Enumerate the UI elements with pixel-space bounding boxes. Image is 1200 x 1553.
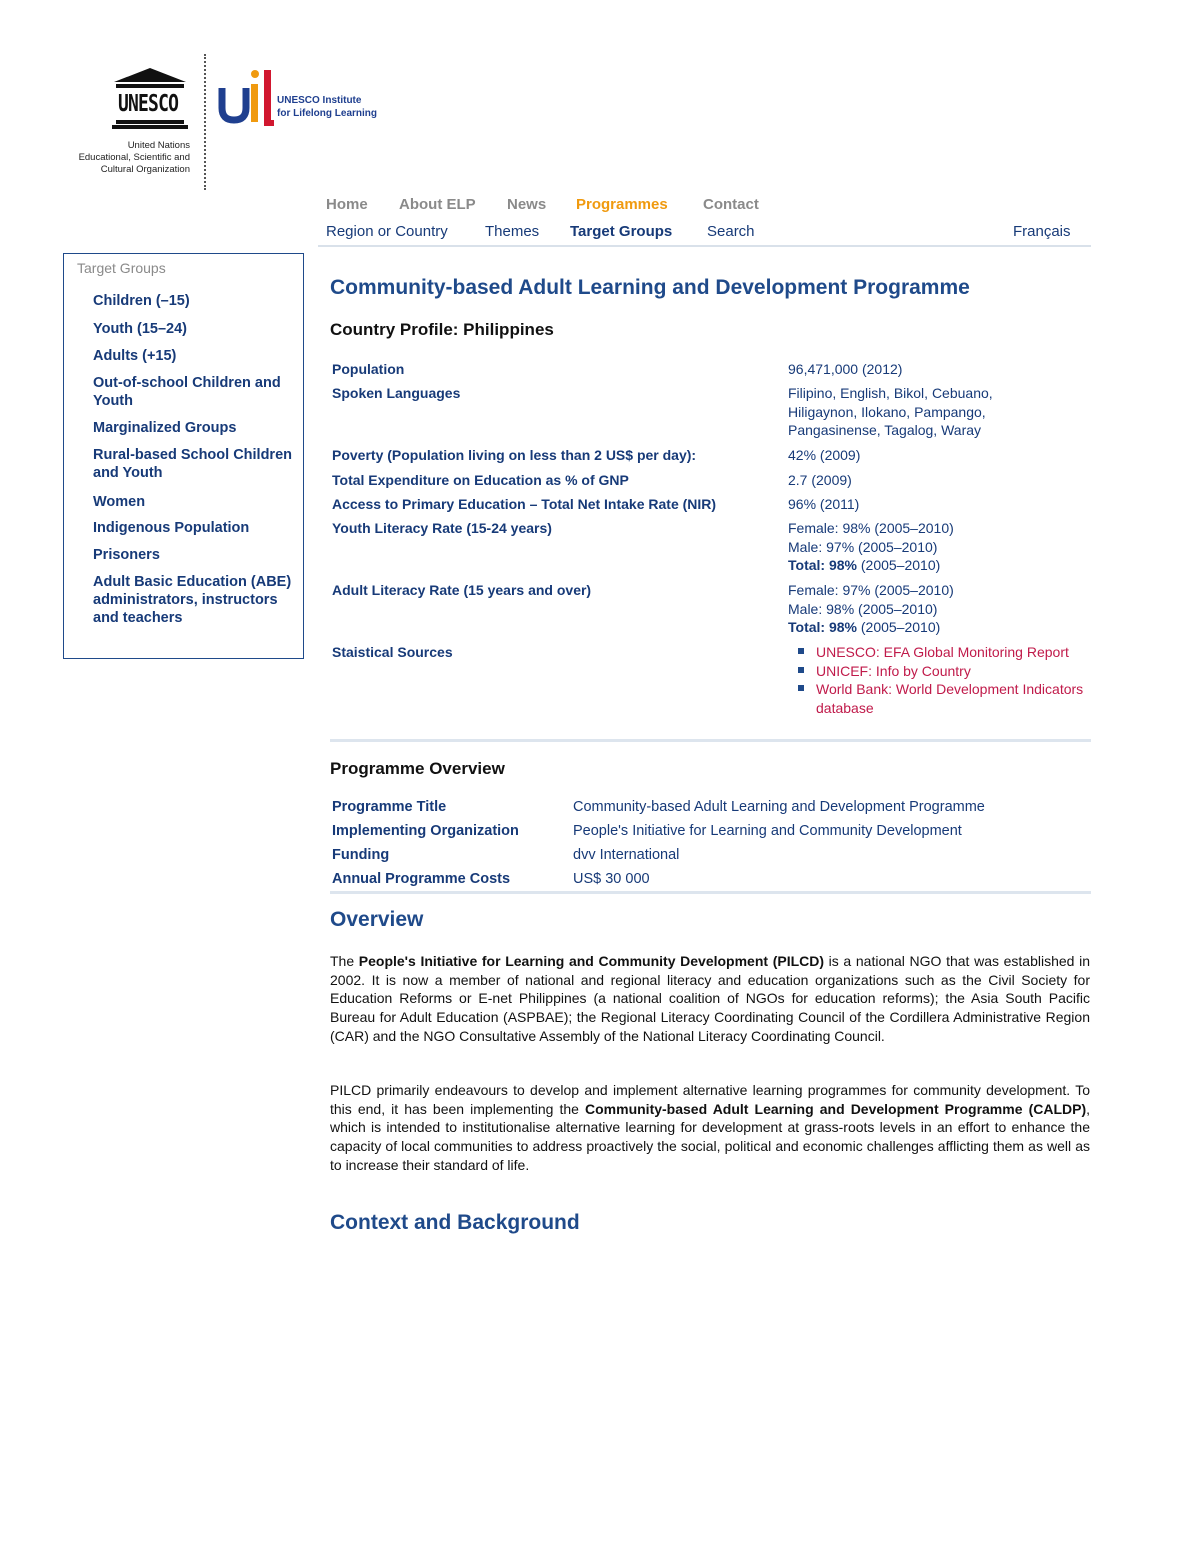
funding-value: dvv International (573, 847, 680, 863)
section-divider (330, 891, 1091, 894)
nav-divider (318, 245, 1091, 247)
youth-literacy-female: Female: 98% (2005–2010) (788, 520, 954, 536)
uil-mark-icon (218, 64, 276, 130)
subnav-target-groups[interactable]: Target Groups (570, 223, 673, 240)
sidebar-item-rural-based[interactable]: Rural-based School Children and Youth (93, 447, 292, 481)
source-link-world-bank-text[interactable]: World Bank: World Development Indicators database (816, 681, 1084, 716)
sidebar-item-indigenous[interactable]: Indigenous Population (93, 520, 250, 536)
poverty-label: Poverty (Population living on less than 2 US$ per day): (332, 447, 697, 463)
youth-literacy-label: Youth Literacy Rate (15-24 years) (332, 520, 552, 536)
bullet-icon (798, 648, 804, 654)
population-label: Population (332, 361, 405, 377)
adult-literacy-label: Adult Literacy Rate (15 years and over) (332, 582, 592, 598)
sources-label: Staistical Sources (332, 644, 453, 660)
subnav-search[interactable]: Search (707, 223, 755, 240)
youth-literacy-total-years: (2005–2010) (856, 557, 941, 573)
uil-text-line1: UNESCO Institute (277, 95, 362, 106)
programme-overview-title: Programme Overview (330, 759, 505, 778)
country-profile-title: Country Profile: Philippines (330, 320, 554, 339)
sidebar-title: Target Groups (77, 260, 166, 276)
logo-divider (204, 54, 206, 190)
programme-title-label: Programme Title (332, 799, 447, 815)
nav-contact[interactable]: Contact (703, 196, 759, 213)
bullet-icon (798, 685, 804, 691)
p2-text-start: PILCD primarily endeavours to develop and implement alternative learning programmes for community development. To this end, it has been implementing the (330, 1082, 1090, 1117)
youth-literacy-male: Male: 97% (2005–2010) (788, 538, 938, 555)
sidebar-item-out-of-school[interactable]: Out-of-school Children and Youth (93, 375, 281, 409)
population-value: 96,471,000 (2012) (788, 361, 903, 377)
p1-organization-name: People's Initiative for Learning and Community Development (PILCD) (358, 953, 825, 969)
youth-literacy-total-label: Total: 98% (788, 557, 857, 573)
unesco-wordmark: UNESCO (118, 91, 179, 117)
source-link-unesco-text[interactable]: UNESCO: EFA Global Monitoring Report (816, 644, 1069, 660)
page-title: Community-based Adult Learning and Development Programme (330, 276, 970, 299)
source-link-unicef-text[interactable]: UNICEF: Info by Country (816, 662, 971, 679)
nav-home[interactable]: Home (326, 196, 368, 213)
programme-title-value: Community-based Adult Learning and Development Programme (573, 799, 985, 815)
unesco-subtitle-line3: Cultural Organization (100, 164, 190, 175)
overview-heading: Overview (330, 908, 424, 931)
p2-programme-name: Community-based Adult Learning and Development Programme (CALDP) (585, 1100, 1087, 1117)
expenditure-value: 2.7 (2009) (788, 472, 852, 488)
source-link-world-bank[interactable] (796, 680, 1086, 717)
language-switch[interactable]: Français (1013, 223, 1071, 240)
adult-literacy-female: Female: 97% (2005–2010) (788, 582, 954, 598)
annual-costs-label: Annual Programme Costs (332, 871, 511, 887)
implementing-org-label: Implementing Organization (332, 823, 519, 839)
source-link-unicef[interactable] (796, 662, 1086, 681)
sidebar-item-children[interactable]: Children (–15) (93, 293, 190, 309)
unesco-subtitle-line2: Educational, Scientific and (78, 152, 190, 163)
access-value: 96% (2011) (788, 496, 860, 512)
languages-label: Spoken Languages (332, 385, 461, 401)
nav-programmes[interactable]: Programmes (576, 196, 668, 213)
source-link-unesco[interactable] (796, 643, 1086, 662)
unesco-subtitle-line1: United Nations (127, 140, 190, 151)
expenditure-label: Total Expenditure on Education as % of GNP (332, 472, 629, 488)
overview-paragraph-1 (330, 952, 1090, 1046)
p1-text-rest: is a national NGO that was established in 2002. It is now a member of national and regional literacy and education organizations such as the Civil Society for Education Reforms or E-net Philippines (a national coalition of NGOs for education reforms); the Asia South Pacific Bureau for Adult Education (ASPBAE); the Regional Literacy Coordinating Council of the Cordillera Administrative Region (CAR) and the NGO Consultative Assembly of the National Literacy Coordinating Council. (330, 953, 1091, 1044)
adult-literacy-value (788, 581, 1088, 637)
unesco-logo[interactable] (112, 66, 188, 135)
sources-list (796, 643, 1086, 717)
subnav-themes[interactable]: Themes (485, 223, 540, 240)
uil-text-line2: for Lifelong Learning (277, 108, 377, 119)
sidebar-item-women[interactable]: Women (93, 494, 146, 510)
access-label: Access to Primary Education – Total Net Intake Rate (NIR) (332, 496, 717, 512)
p1-text-start: The (330, 953, 359, 969)
sidebar-item-marginalized[interactable]: Marginalized Groups (93, 420, 237, 436)
subnav-region-or-country[interactable]: Region or Country (326, 223, 448, 240)
uil-logo[interactable] (218, 64, 276, 135)
bullet-icon (798, 667, 804, 673)
section-divider (330, 739, 1091, 742)
poverty-value: 42% (2009) (788, 447, 861, 463)
sidebar-item-adults[interactable]: Adults (+15) (93, 348, 177, 364)
context-heading: Context and Background (330, 1211, 580, 1234)
funding-label: Funding (332, 847, 390, 863)
languages-value: Filipino, English, Bikol, Cebuano, Hiligaynon, Ilokano, Pampango, Pangasinense, Tagalog, Waray (788, 385, 993, 438)
sidebar-item-youth[interactable]: Youth (15–24) (93, 321, 188, 337)
adult-literacy-total (788, 618, 1088, 637)
nav-about-elp[interactable]: About ELP (399, 196, 476, 213)
adult-literacy-total-label: Total: 98% (788, 619, 857, 635)
implementing-org-value: People's Initiative for Learning and Community Development (573, 823, 962, 839)
sidebar-item-abe[interactable]: Adult Basic Education (ABE) administrators, instructors and teachers (93, 574, 292, 626)
youth-literacy-total (788, 556, 1088, 575)
p2-text-rest: , which is intended to institutionalise alternative learning for development at grass-roots levels in an effort to enhance the capacity of local communities to address proactively the social, political and economic challenges afflicting them as well as to increase their standard of life. (330, 1100, 1091, 1173)
annual-costs-value: US$ 30 000 (573, 871, 650, 887)
nav-news[interactable]: News (507, 196, 547, 213)
adult-literacy-male: Male: 98% (2005–2010) (788, 600, 938, 617)
youth-literacy-value (788, 519, 1088, 575)
sidebar-item-prisoners[interactable]: Prisoners (93, 547, 160, 563)
overview-paragraph-2 (330, 1081, 1090, 1175)
adult-literacy-total-years: (2005–2010) (856, 619, 941, 635)
